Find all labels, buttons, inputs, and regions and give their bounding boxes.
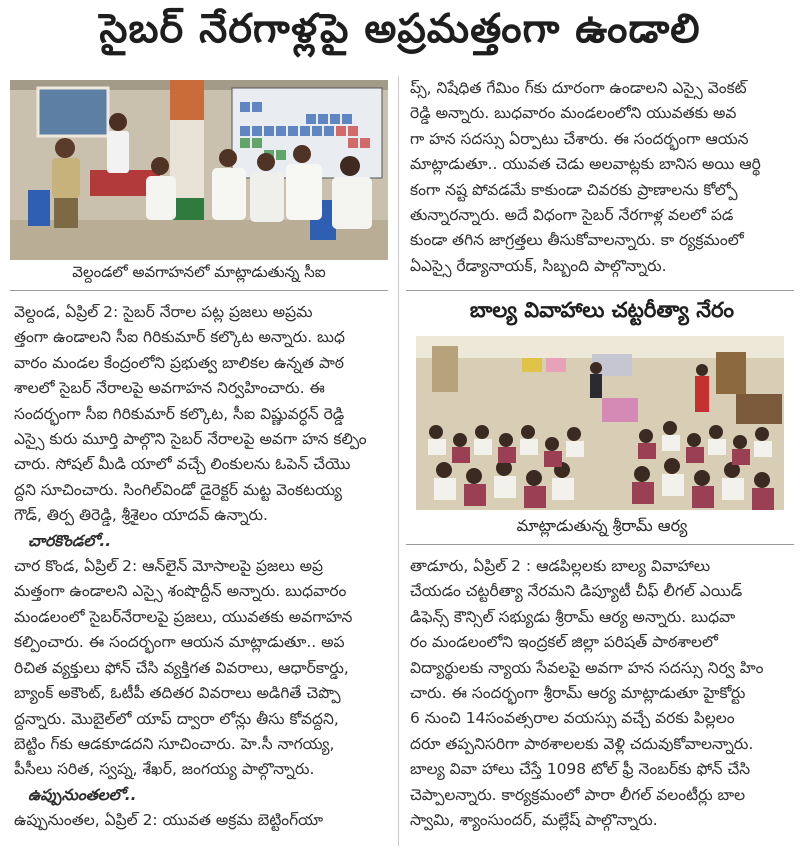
text-line: చారు. సోషల్ మీడి యాలో వచ్చే లింకులను ఓపెన్ చేయొ (14, 455, 351, 474)
text-line: స్వామి, శ్యాంసుందర్, మల్లేష్ పాల్గొన్నారు. (410, 811, 658, 830)
text-line: బెట్టిం గ్‌కు ఆడకూడదని సూచించారు. హె.సీ నాగయ్య, (14, 734, 335, 753)
text-line: కంగా నష్ట పోవడమే కాకుండా చివరకు ప్రాణాలను కోల్పో (410, 180, 738, 199)
text-line: రం మండలంలోని ఇంద్రకల్ జిల్లా పరిషత్ పాఠశాలలో (410, 633, 718, 652)
text-line: రిచిత వ్యక్తులు ఫోన్ చేసి వ్యక్తిగత వివరాలు, ఆధార్‌కార్డు, (14, 658, 349, 677)
text-line: మండలంలో సైబర్‌నేరాలపై ప్రజలు, యువతకు అవగాహన (14, 607, 353, 626)
text-line: ద్దని సూచించారు. సింగిల్‌విండో డైరెక్టర్ మట్ట వెంకటయ్య (14, 480, 342, 499)
uppununthala-subhead: ఉప్పునుంతలలో.. (28, 785, 137, 804)
text-line: బాల్య వివా హాలు చేస్తే 1098 టోల్ ఫ్రీ నెంబర్‌కు ఫోన్ చేసి (410, 760, 751, 779)
text-line: త్తంగా ఉండాలని సీఐ గిరికుమార్ కల్కొట అన్నారు. బుధ (14, 328, 345, 347)
text-line: బ్యాంక్ అకౌంట్, ఓటీపీ తదితర వివరాలు అడిగితే చెప్పొ (14, 684, 341, 703)
text-line: ఎస్సై కురు మూర్తి పాల్గొని సైబర్ నేరాలపై అవగా హన కల్పిం (14, 430, 367, 449)
text-line: మత్తంగా ఉండాలని ఎస్సై శంషొద్దీన్ అన్నారు. బుధవారం (14, 582, 347, 601)
students-photo-image (416, 336, 784, 510)
right-continuation-body (410, 76, 794, 279)
text-line: వారం మండల కేంద్రంలోని ప్రభుత్వ బాలికల ఉన్నత పాఠ (14, 353, 344, 372)
text-line: తాడూరు, ఏప్రిల్ 2 : ఆడపిల్లలకు బాల్య వివాహాలు (410, 557, 711, 575)
text-line: చెప్పాలన్నారు. కార్యక్రమంలో పారా లీగల్ వలంటీర్లు బాల (410, 785, 746, 804)
article-divider (406, 290, 794, 291)
text-line: తున్నారన్నారు. అదే విధంగా సైబర్ నేరగాళ్ల వలలో పడ (410, 206, 734, 225)
text-line: సందర్భంగా సీఐ గిరికుమార్ కల్కొట, సీఐ విష్ణువర్ధన్ రెడ్డి (14, 404, 345, 423)
text-line: కుండా తగిన జాగ్రత్తలు తీసుకోవాలన్నారు. కా ర్యక్రమంలో (410, 231, 744, 250)
text-line: చార కొండ, ఏప్రిల్ 2: ఆన్‌లైన్ మోసాలపై ప్రజలు అప్ర (14, 557, 324, 576)
students-hall-photo (416, 336, 784, 510)
text-line: పీసీలు సరిత, స్వప్న, శేఖర్, జంగయ్య పాల్గొన్నారు. (14, 760, 315, 779)
page-headline: సైబర్ నేరగాళ్లపై అప్రమత్తంగా ఉండాలి (99, 6, 701, 52)
text-line: చేయడం చట్టరీత్యా నేరమని డిప్యూటీ చీఫ్ లీగల్ ఎయిడ్ (410, 582, 743, 601)
meeting-photo-image (10, 80, 388, 260)
text-line: చారు. ఈ సందర్భంగా శ్రీరామ్ ఆర్య మాట్లాడుతూ హైకోర్టు (410, 684, 746, 703)
child-marriage-body (410, 554, 794, 833)
text-line: దరూ తప్పనిసరిగా పాఠశాలలకు వెళ్లి చదువుకోవాలన్నారు. (410, 734, 754, 753)
text-line: కల్పించారు. ఈ సందర్భంగా ఆయన మాట్లాడుతూ.. అప (14, 633, 345, 652)
text-line: ద్దన్నారు. మొబైల్‌లో యాప్ ద్వారా లోన్లు తీసు కోవద్దని, (14, 709, 339, 728)
students-photo-caption: మాట్లాడుతున్న శ్రీరామ్ ఆర్య (516, 515, 688, 535)
text-line: 6 నుంచి 14సంవత్సరాల వయస్సు వచ్చే వరకు పిల్లలం (410, 709, 735, 728)
text-line: గా హన సదస్సు ఏర్పాటు చేశారు. ఈ సందర్భంగా ఆయన (410, 129, 749, 148)
left-article-body (14, 300, 394, 834)
text-line: ఉప్పునుంతల, ఏప్రిల్ 2: యువత అక్రమ బెట్టింగ్‌యా (14, 811, 324, 830)
text-line: విద్యార్థులకు న్యాయ సేవలపై అవగా హన సదస్సు నిర్వ హిం (410, 658, 764, 677)
text-line: మాట్లాడుతూ.. యువత చెడు అలవాట్లకు బానిస అయి ఆర్థి (410, 155, 761, 174)
veldanda-photo-caption: వెల్దండలో అవగాహనలో మాట్లాడుతున్న సీఐ (72, 263, 326, 281)
text-line: శాలలో సైబర్ నేరాలపై అవగాహన నిర్వహించారు. ఈ (14, 379, 325, 398)
text-line: గౌడ్, తిర్ప తిరెడ్డి, శ్రీశైలం యాదవ్ ఉన్నారు. (14, 506, 268, 525)
text-line: ఏఎస్సై రేడ్యానాయక్, సిబ్బంది పాల్గొన్నారు. (410, 256, 667, 275)
text-line: ప్స్, నిషేధిత గేమిం గ్‌కు దూరంగా ఉండాలని ఎస్సై వెంకట్ (410, 79, 747, 97)
caption-divider (406, 544, 794, 545)
text-line: వెల్దండ, ఏప్రిల్ 2: సైబర్ నేరాల పట్ల ప్రజలు అప్రమ (14, 303, 313, 321)
child-marriage-headline: బాల్య వివాహాలు చట్టరీత్యా నేరం (469, 298, 735, 322)
caption-divider (10, 290, 388, 291)
charakonda-subhead: చారకొండలో.. (28, 531, 112, 550)
veldanda-meeting-photo (10, 80, 388, 260)
text-line: డిఫెన్స్ కౌన్సిల్ సభ్యుడు శ్రీరామ్ ఆర్య అన్నారు. బుధవా (410, 607, 736, 626)
text-line: రెడ్డి అన్నారు. బుధవారం మండలంలోని యువతకు అవ (410, 104, 737, 123)
column-divider (398, 76, 399, 846)
